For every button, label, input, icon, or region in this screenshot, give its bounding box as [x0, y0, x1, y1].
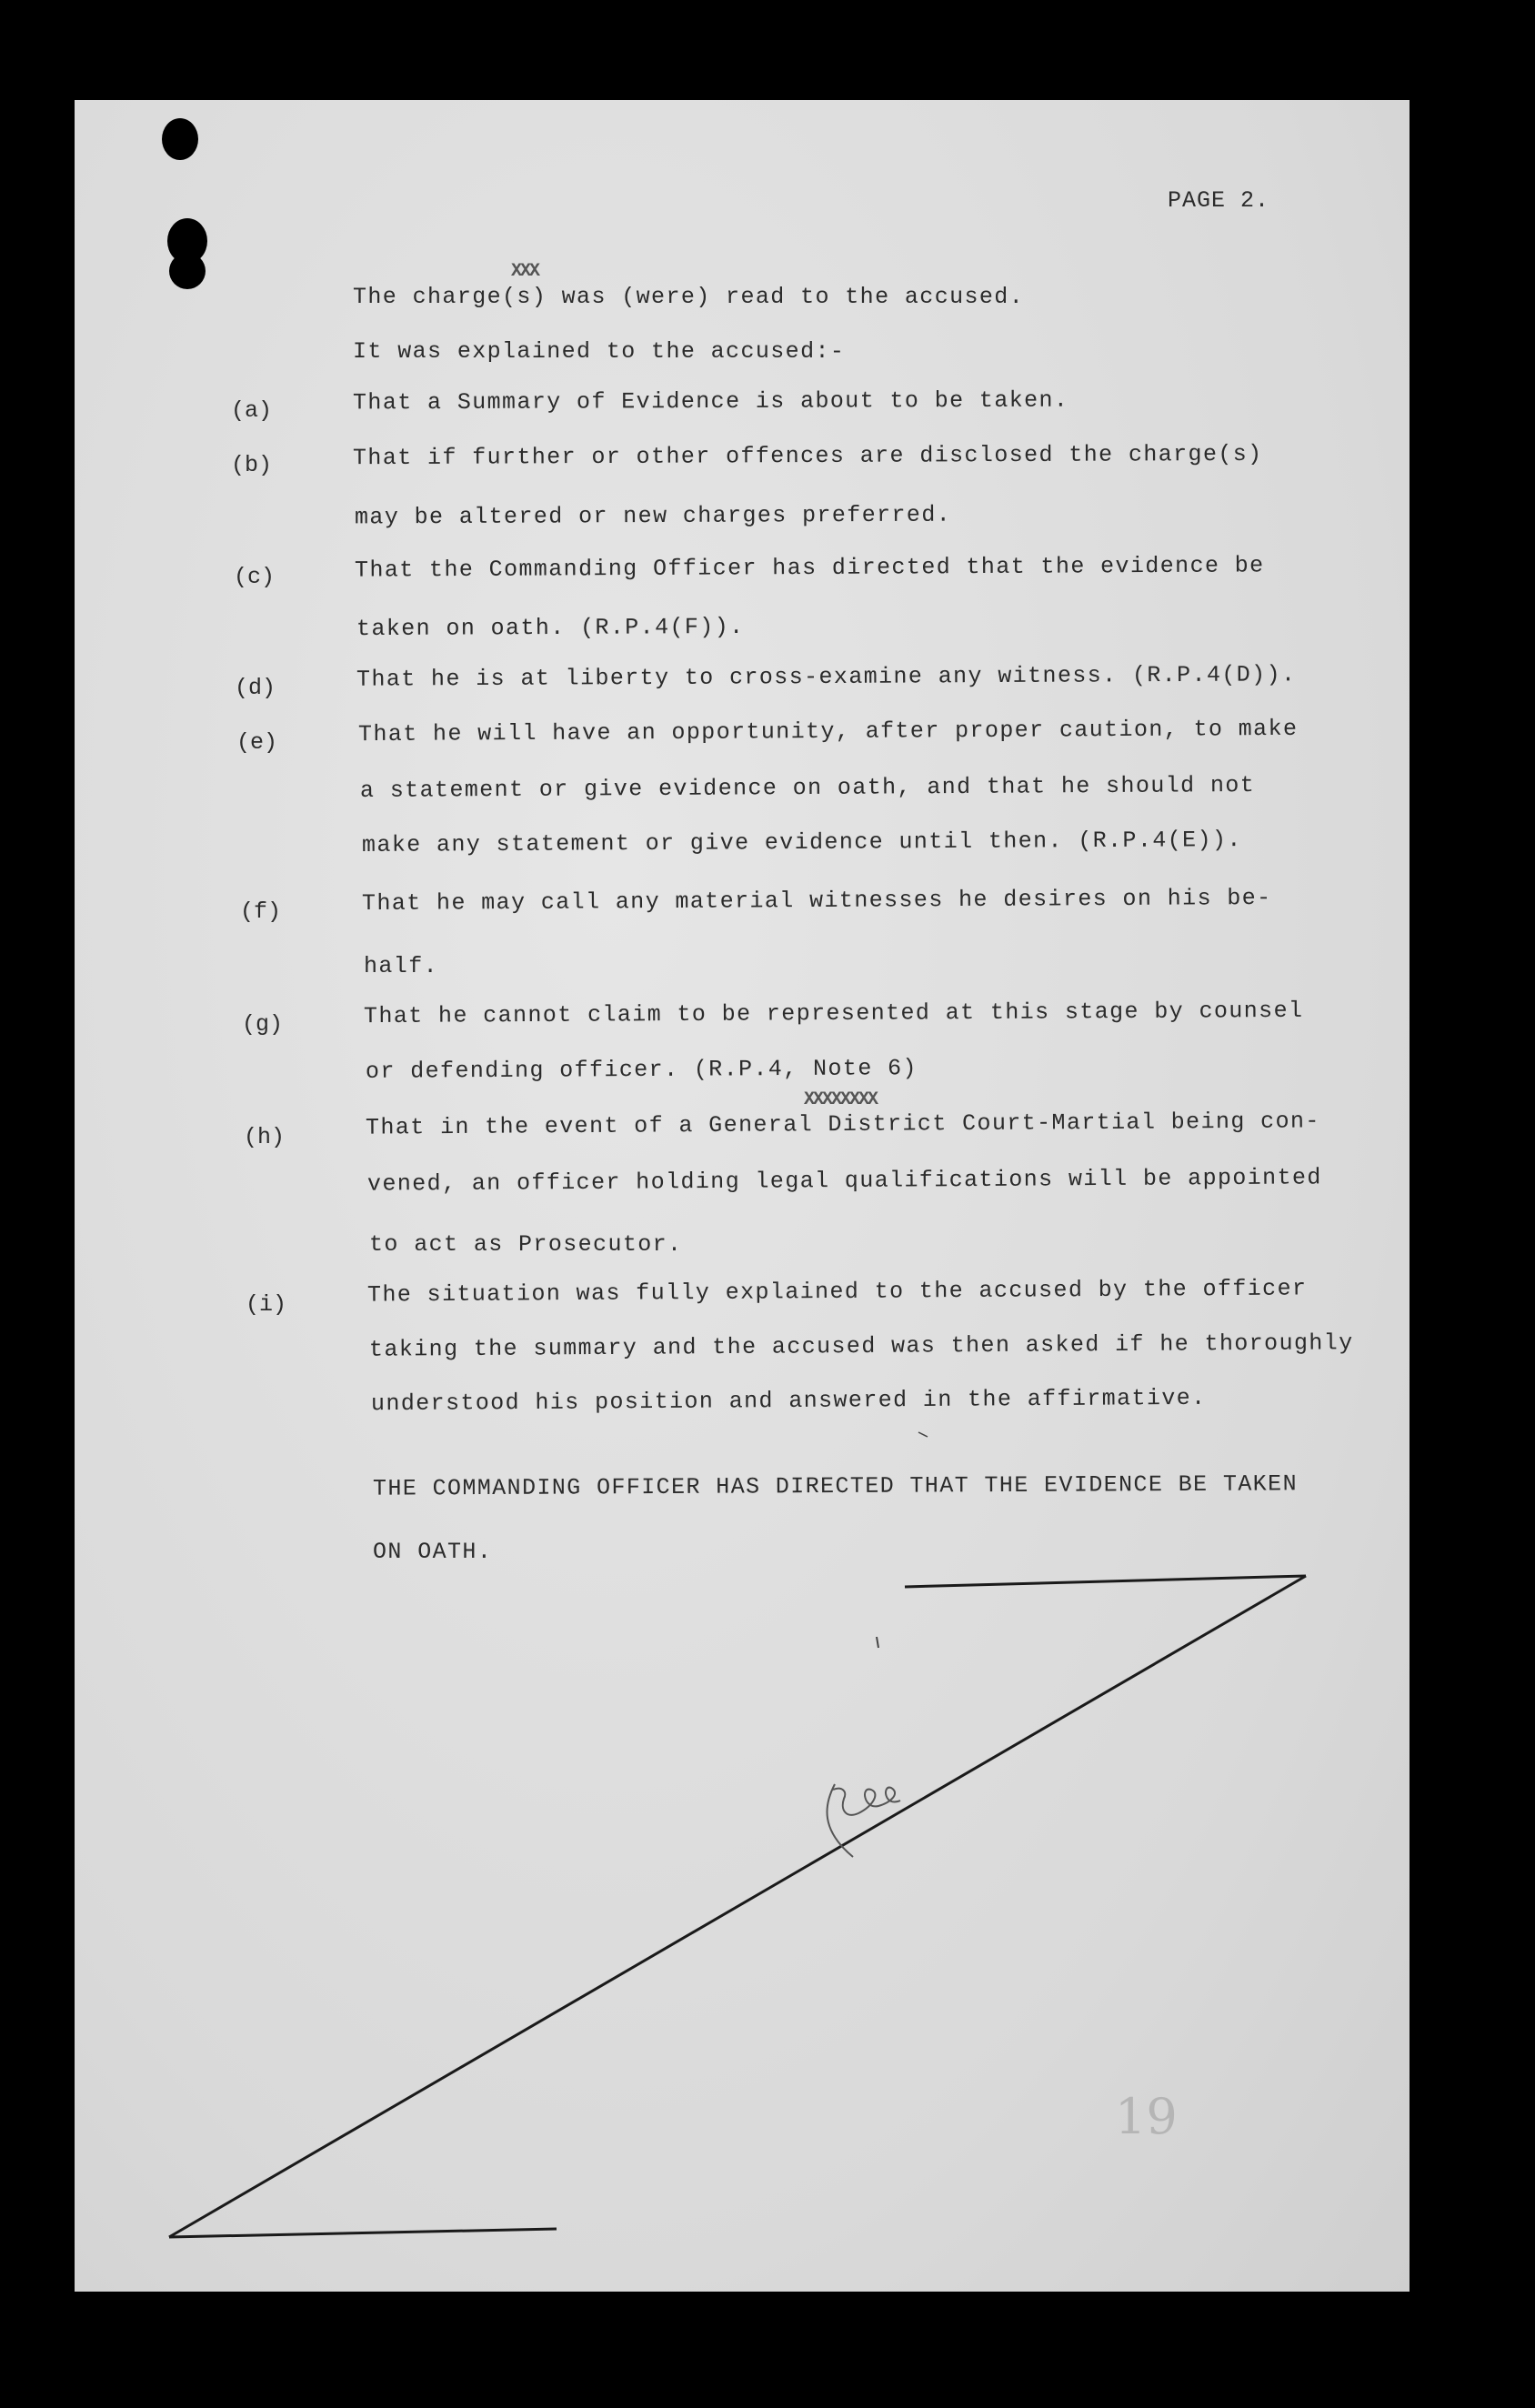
page-number: PAGE 2. [1168, 187, 1270, 214]
strikeout-was: XXX [511, 261, 539, 282]
item-e-line-1: That he will have an opportunity, after proper caution, to make [357, 715, 1299, 748]
item-i-line-1: The situation was fully explained to the accused by the officer [366, 1275, 1308, 1309]
intro-line-2: It was explained to the accused:- [353, 338, 846, 365]
item-label-f: (f) [240, 898, 282, 925]
item-f-line-1: That he may call any material witnesses he desires on his be- [361, 884, 1272, 918]
item-d-line-1: That he is at liberty to cross-examine any witness. (R.P.4(D)). [356, 661, 1297, 693]
item-label-g: (g) [242, 1011, 284, 1038]
item-g-line-2: or defending officer. (R.P.4, Note 6) [365, 1055, 918, 1085]
item-e-line-2: a statement or give evidence on oath, and that he should not [359, 771, 1256, 805]
directive-line-2: ON OATH. [373, 1539, 493, 1565]
item-h-line-1: That in the event of a General District Court-Martial being con- [365, 1108, 1320, 1141]
item-g-line-1: That he cannot claim to be represented at this stage by counsel [363, 997, 1304, 1030]
item-b-line-2: may be altered or new charges preferred. [354, 501, 952, 531]
strikeout-district: XXXXXXXX [804, 1089, 878, 1110]
item-i-line-2: taking the summary and the accused was then asked if he thoroughly [368, 1329, 1354, 1363]
item-label-a: (a) [231, 397, 273, 424]
item-h-line-2: vened, an officer holding legal qualifications will be appointed [366, 1164, 1322, 1198]
item-e-line-3: make any statement or give evidence until then. (R.P.4(E)). [361, 827, 1242, 858]
item-label-h: (h) [244, 1124, 286, 1150]
item-i-line-3: understood his position and answered in the affirmative. [370, 1384, 1207, 1418]
item-label-i: (i) [246, 1291, 287, 1318]
item-label-c: (c) [234, 564, 276, 590]
item-b-line-1: That if further or other offences are disclosed the charge(s) [352, 440, 1263, 472]
folio-number: 19 [1115, 2088, 1178, 2145]
item-h-line-3: to act as Prosecutor. [369, 1231, 683, 1258]
intro-line-1: The charge(s) was (were) read to the accused. [353, 284, 1025, 310]
item-label-e: (e) [236, 729, 278, 756]
item-a-line-1: That a Summary of Evidence is about to be taken. [352, 386, 1069, 416]
item-f-line-2: half. [364, 953, 439, 979]
directive-line-1: THE COMMANDING OFFICER HAS DIRECTED THAT THE EVIDENCE BE TAKEN [372, 1470, 1299, 1502]
item-c-line-1: That the Commanding Officer has directed that the evidence be [354, 552, 1265, 584]
item-label-b: (b) [231, 452, 273, 478]
item-c-line-2: taken on oath. (R.P.4(F)). [356, 613, 745, 643]
item-label-d: (d) [235, 675, 276, 701]
